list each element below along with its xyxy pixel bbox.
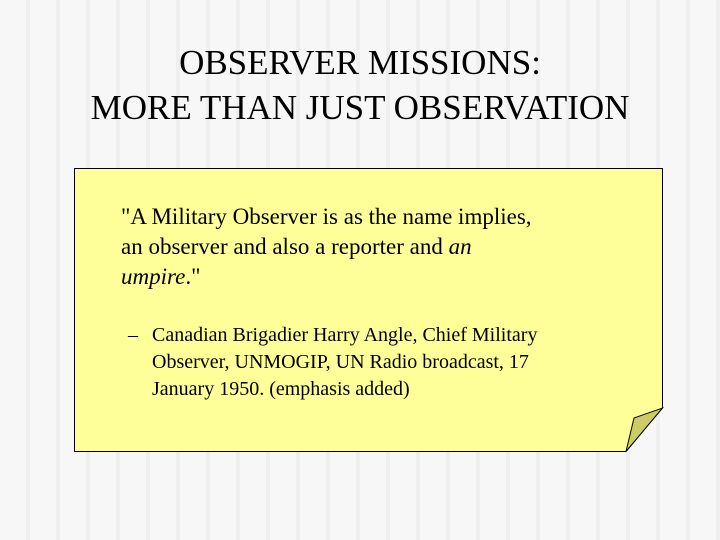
quote-line-2 bbox=[121, 232, 641, 262]
quote-line-3 bbox=[121, 262, 641, 292]
quote-emphasis-umpire: umpire bbox=[121, 264, 186, 289]
attribution bbox=[128, 322, 648, 403]
quote-line-1: "A Military Observer is as the name implies, bbox=[121, 204, 532, 229]
sticky-note bbox=[74, 168, 664, 452]
attribution-dash: – bbox=[128, 324, 138, 346]
quote-line-3-end: ." bbox=[185, 264, 201, 289]
attribution-line-3: January 1950. (emphasis added) bbox=[152, 378, 410, 400]
attribution-text bbox=[152, 322, 648, 403]
quote-line-2-text: an observer and also a reporter and bbox=[121, 234, 449, 259]
quote-text bbox=[121, 202, 641, 292]
title-line-1: OBSERVER MISSIONS: bbox=[179, 43, 541, 82]
attribution-line-1: Canadian Brigadier Harry Angle, Chief Military bbox=[152, 324, 538, 346]
title-line-2: MORE THAN JUST OBSERVATION bbox=[90, 88, 630, 127]
quote-emphasis-an: an bbox=[448, 234, 472, 259]
slide-title bbox=[20, 40, 700, 130]
attribution-line-2: Observer, UNMOGIP, UN Radio broadcast, 17 bbox=[152, 351, 529, 373]
